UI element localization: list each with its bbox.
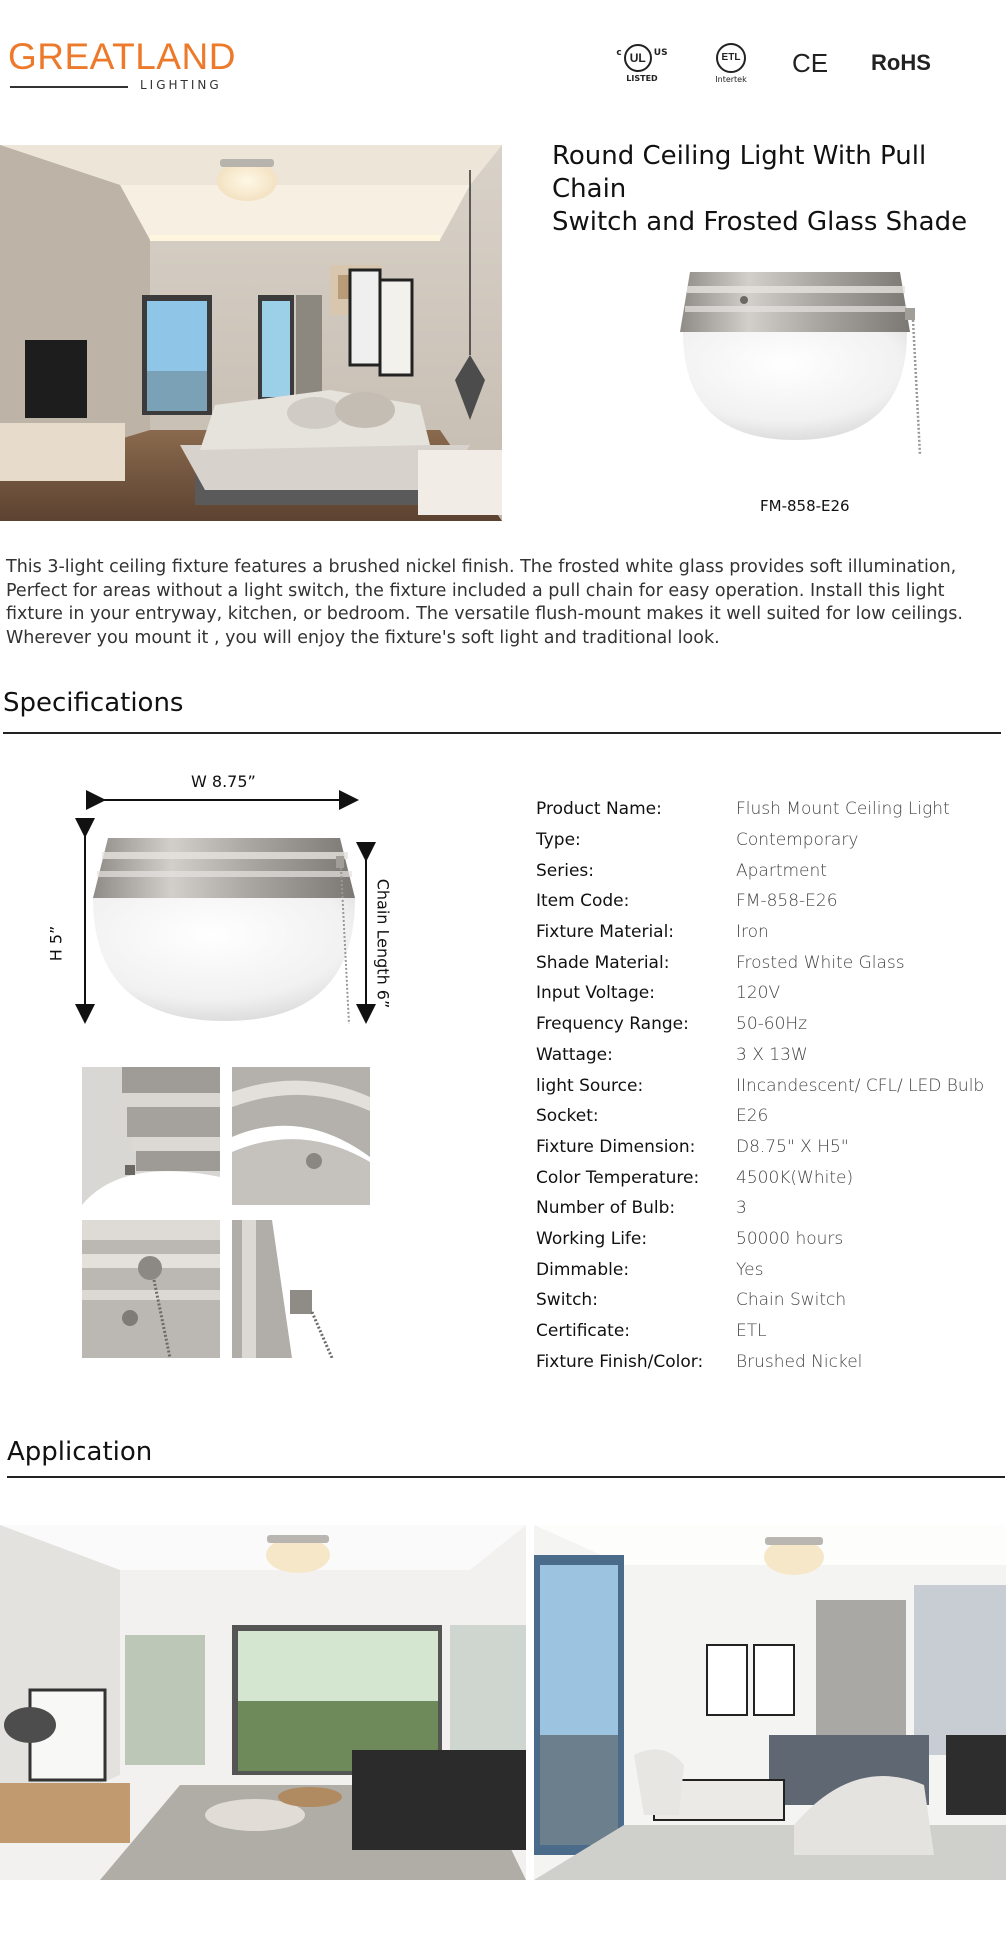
application-heading: Application [7, 1437, 153, 1467]
spec-value: ETL [736, 1321, 767, 1342]
spec-label: Fixture Dimension: [536, 1136, 696, 1157]
spec-row [536, 1101, 996, 1132]
etl-caption: Intertek [715, 74, 747, 84]
spec-row [536, 1285, 996, 1316]
spec-row [536, 886, 996, 917]
detail-thumb-3 [82, 1220, 220, 1358]
spec-label: Number of Bulb: [536, 1198, 676, 1219]
spec-value: 50-60Hz [736, 1014, 808, 1035]
spec-row [536, 855, 996, 886]
specifications-table [536, 794, 996, 1377]
spec-row [536, 825, 996, 856]
spec-label: light Source: [536, 1075, 644, 1096]
spec-label: Color Temperature: [536, 1167, 700, 1188]
spec-value: Yes [736, 1259, 764, 1280]
detail-thumb-1 [82, 1067, 220, 1205]
spec-label: Shade Material: [536, 952, 670, 973]
brand-name: GREATLAND [8, 36, 236, 77]
dimension-diagram [46, 766, 400, 1036]
detail-thumb-2 [232, 1067, 370, 1205]
spec-label: Fixture Finish/Color: [536, 1351, 704, 1372]
ce-mark [790, 40, 830, 86]
spec-value: 120V [736, 983, 781, 1004]
spec-value: E26 [736, 1106, 769, 1127]
rohs-mark [868, 40, 934, 86]
ul-icon: UL [624, 44, 652, 72]
spec-row [536, 1162, 996, 1193]
spec-row [536, 1070, 996, 1101]
spec-row [536, 1193, 996, 1224]
spec-value: FM-858-E26 [736, 891, 838, 912]
spec-row [536, 978, 996, 1009]
ul-listed-mark: c UL US LISTED [612, 40, 672, 86]
spec-value: Flush Mount Ceiling Light [736, 799, 950, 820]
spec-value: 4500K(White) [736, 1167, 854, 1188]
bedroom-scene-image [0, 145, 502, 521]
spec-row [536, 947, 996, 978]
ce-icon: CE [791, 47, 829, 78]
spec-row [536, 1254, 996, 1285]
living-room-image-1 [0, 1525, 526, 1880]
spec-value: D8.75" X H5" [736, 1136, 849, 1157]
spec-label: Wattage: [536, 1044, 613, 1065]
chain-length-label: Chain Length 6” [373, 878, 393, 1009]
spec-row [536, 1132, 996, 1163]
rohs-icon: RoHS [871, 50, 931, 75]
logo-divider [10, 86, 128, 88]
width-label: W 8.75” [191, 772, 256, 791]
brand-logo [8, 36, 238, 96]
spec-row [536, 1316, 996, 1347]
specifications-divider [3, 732, 1001, 734]
spec-value: Contemporary [736, 830, 859, 851]
product-description: This 3-light ceiling fixture features a brushed nickel finish. The frosted white glass provides soft illumination, Perfect for areas without a light switch, the fixture included a pull chain for easy operation. Install this light fixture in your entryway, kitchen, or bedroom. The versatile flush-mount makes it well suited for low ceilings. Wherever you mount it , you will enjoy the fixture's soft light and traditional look. [6, 557, 963, 648]
product-code: FM-858-E26 [760, 497, 850, 515]
spec-value: Apartment [736, 860, 827, 881]
spec-label: Type: [536, 830, 581, 851]
spec-label: Certificate: [536, 1321, 631, 1342]
spec-label: Fixture Material: [536, 922, 675, 943]
etl-icon: ETL [716, 43, 746, 73]
spec-row [536, 1224, 996, 1255]
height-label: H 5” [46, 925, 66, 962]
spec-value: Frosted White Glass [736, 952, 905, 973]
spec-value: Chain Switch [736, 1290, 847, 1311]
product-title: Round Ceiling Light With Pull Chain Switch and Frosted Glass Shade [552, 141, 968, 237]
spec-label: Item Code: [536, 891, 630, 912]
spec-label: Dimmable: [536, 1259, 630, 1280]
spec-label: Series: [536, 860, 595, 881]
detail-thumb-4 [232, 1220, 370, 1358]
spec-label: Socket: [536, 1106, 599, 1127]
spec-label: Working Life: [536, 1228, 648, 1249]
brand-subtitle: LIGHTING [140, 78, 222, 92]
etl-intertek-mark [706, 40, 756, 86]
product-photo [675, 250, 975, 465]
spec-row [536, 794, 996, 825]
spec-value: 3 [736, 1198, 747, 1219]
spec-value: 3 X 13W [736, 1044, 808, 1065]
spec-value: 50000 hours [736, 1228, 844, 1249]
specifications-heading: Specifications [3, 688, 184, 718]
ul-caption: LISTED [626, 73, 658, 83]
spec-label: Input Voltage: [536, 983, 655, 1004]
spec-row [536, 1346, 996, 1377]
spec-value: IIncandescent/ CFL/ LED Bulb [736, 1075, 985, 1096]
spec-label: Frequency Range: [536, 1014, 689, 1035]
living-room-image-2 [534, 1525, 1006, 1880]
application-divider [7, 1476, 1005, 1478]
spec-row [536, 917, 996, 948]
spec-value: Iron [736, 922, 769, 943]
spec-row [536, 1040, 996, 1071]
spec-value: Brushed Nickel [736, 1351, 863, 1372]
spec-row [536, 1009, 996, 1040]
spec-label: Switch: [536, 1290, 598, 1311]
spec-label: Product Name: [536, 799, 662, 820]
